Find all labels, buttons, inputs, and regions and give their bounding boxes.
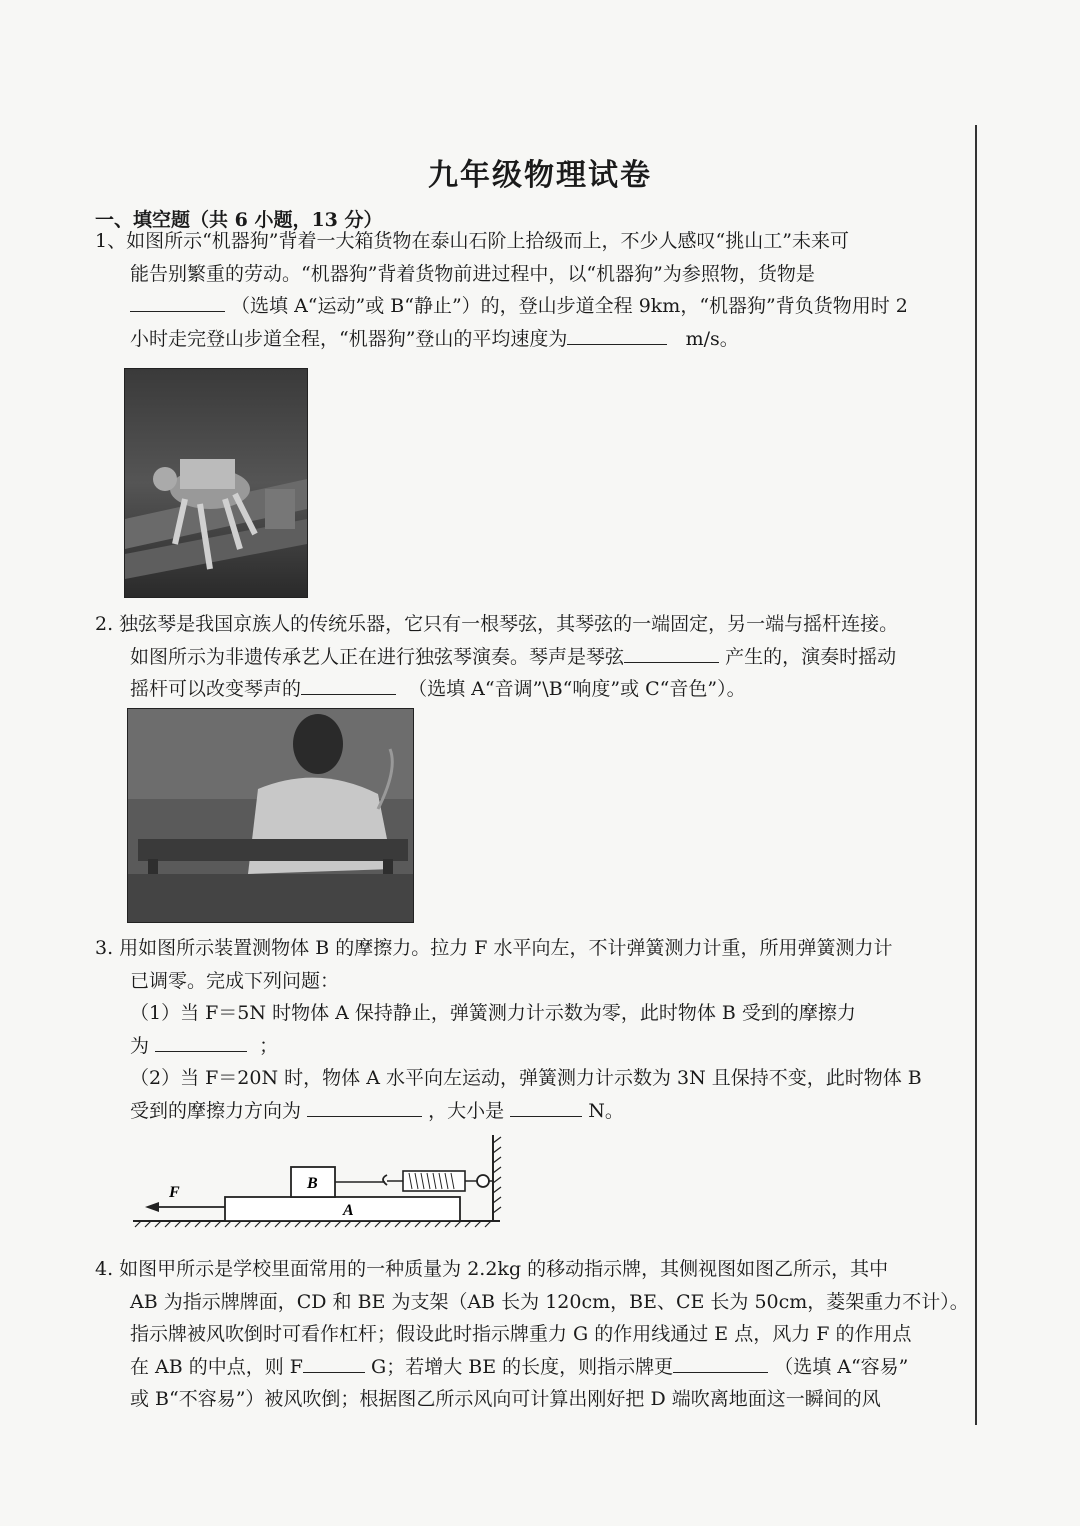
section-heading: 一、填空题（共 6 小题，13 分）: [95, 209, 383, 231]
q4-line-3: 指示牌被风吹倒时可看作杠杆；假设此时指示牌重力 G 的作用线通过 E 点，风力 F 的作用点: [130, 1323, 912, 1345]
q3-line-2: 已调零。完成下列问题：: [130, 969, 340, 992]
q2-line-3-text: 摇杆可以改变琴声的: [130, 678, 302, 700]
q3-blank-2[interactable]: [307, 1098, 422, 1117]
question-4: [95, 1253, 969, 1416]
q1-line-1: 1、如图所示“机器狗”背着一大箱货物在泰山石阶上拾级而上，不少人感叹“挑山工”未来可: [95, 230, 849, 252]
q1-line-3: [95, 290, 908, 323]
q4-line-4-text: 在 AB 的中点，则 F: [130, 1355, 303, 1378]
q3-line-6: [95, 1095, 922, 1128]
question-1: [95, 225, 908, 355]
question-2: [95, 608, 898, 706]
q2-line-1: 2. 独弦琴是我国京族人的传统乐器，它只有一根琴弦，其琴弦的一端固定，另一端与摇杆连接。: [95, 613, 899, 635]
q3-line-1: 3. 用如图所示装置测物体 B 的摩擦力。拉力 F 水平向左，不计弹簧测力计重，所用弹簧测力计: [95, 937, 893, 959]
label-a: A: [343, 1202, 354, 1219]
wall-ring: [477, 1175, 489, 1187]
q2-line-2: [95, 641, 898, 674]
force-arrowhead: [145, 1202, 159, 1212]
q3-line-4: [95, 1030, 922, 1063]
q4-line-4: [95, 1351, 969, 1384]
wall-hatch: [493, 1137, 501, 1213]
q3-blank-3[interactable]: [510, 1098, 582, 1117]
margin-line: [975, 125, 977, 1425]
q2-blank-2[interactable]: [301, 676, 396, 695]
q2-blank-1[interactable]: [624, 644, 719, 663]
robot-dog-image: [125, 369, 307, 597]
zither-player-photo: [127, 708, 414, 923]
q4-line-1: 4. 如图甲所示是学校里面常用的一种质量为 2.2kg 的移动指示牌，其侧视图如图乙所示，其中: [95, 1258, 889, 1280]
q2-line-3: [95, 673, 898, 706]
q1-line-3-text: （选填 A“运动”或 B“静止”）的，登山步道全程 9km，“机器狗”背负货物用时 2: [231, 295, 908, 317]
q4-line-4-mid: G；若增大 BE 的长度，则指示牌更: [371, 1355, 674, 1378]
q4-line-4-tail: （选填 A“容易”: [774, 1355, 909, 1378]
q3-line-6-mid: ，大小是: [428, 1099, 505, 1122]
friction-diagram: [125, 1135, 515, 1235]
q1-line-2: 能告别繁重的劳动。“机器狗”背着货物前进过程中，以“机器狗”为参照物，货物是: [130, 262, 815, 285]
q3-line-3: （1）当 F＝5N 时物体 A 保持静止，弹簧测力计示数为零，此时物体 B 受到的摩擦力: [130, 1002, 856, 1024]
q1-blank-2[interactable]: [567, 326, 667, 345]
q4-line-5: 或 B“不容易”）被风吹倒；根据图乙所示风向可计算出刚好把 D 端吹离地面这一瞬间的风: [130, 1388, 881, 1410]
q4-blank-2[interactable]: [673, 1354, 768, 1373]
q3-line-4-text: 为: [130, 1034, 150, 1057]
q1-line-4: [95, 323, 908, 356]
robot-dog-photo: [124, 368, 308, 598]
q2-line-2-text: 如图所示为非遗传承艺人正在进行独弦琴演奏。琴声是琴弦: [130, 645, 625, 668]
q1-line-4-text: 小时走完登山步道全程，“机器狗”登山的平均速度为: [130, 327, 568, 350]
q4-blank-1[interactable]: [303, 1354, 365, 1373]
q3-line-5: （2）当 F＝20N 时，物体 A 水平向左运动，弹簧测力计示数为 3N 且保持不变，此时物体 B: [130, 1067, 922, 1089]
q4-line-2: AB 为指示牌牌面，CD 和 BE 为支架（AB 长为 120cm，BE、CE 长为 50cm，菱架重力不计）。: [130, 1290, 969, 1313]
q3-line-6-text: 受到的摩擦力方向为: [130, 1099, 302, 1122]
page-title: 九年级物理试卷: [428, 158, 652, 193]
hook: [383, 1175, 387, 1185]
q2-line-2-tail: 产生的，演奏时摇动: [725, 645, 897, 668]
question-3: [95, 932, 922, 1127]
q2-line-3-tail: （选填 A“音调”\B“响度”或 C“音色”）。: [408, 678, 746, 700]
label-b: B: [307, 1175, 318, 1192]
q3-blank-1[interactable]: [155, 1033, 247, 1052]
zither-player-image: [128, 709, 413, 922]
q3-line-6-tail: N。: [588, 1099, 624, 1122]
q1-blank-1[interactable]: [130, 293, 225, 312]
label-f: F: [169, 1184, 180, 1201]
q3-line-4-tail: ；: [259, 1034, 279, 1057]
q1-unit: m/s。: [685, 327, 739, 350]
